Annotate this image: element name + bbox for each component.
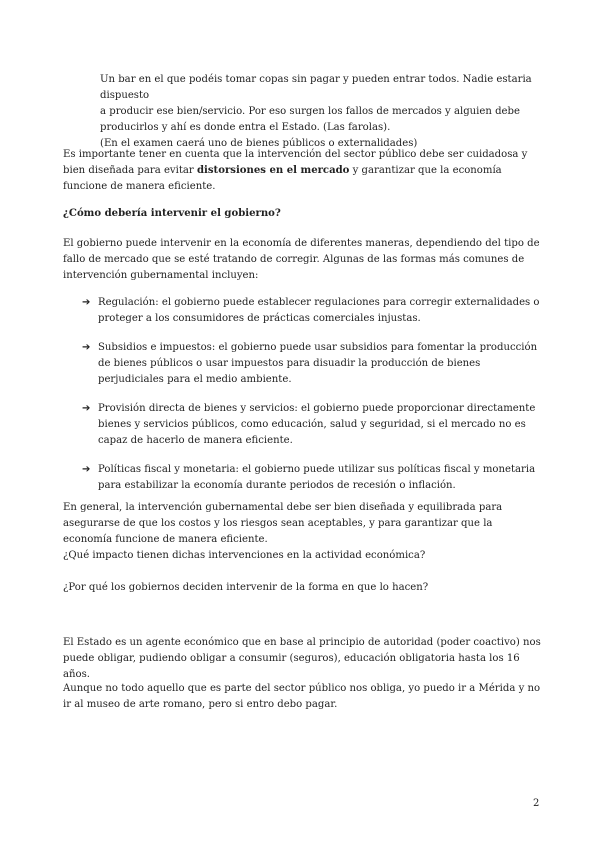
arrow-right-icon: ➔: [82, 403, 91, 414]
paragraph-text: El Estado es un agente económico que en base al principio de autoridad (poder coactivo) nos puede obligar, pudiendo obligar a consumir (seguros), educación obligatoria hasta los 16 años.: [63, 637, 541, 680]
list-item-text: Provisión directa de bienes y servicios: el gobierno puede proporcionar directamente bienes y servicios públicos, como educación, salud y seguridad, si el mercado no es capaz de hacerlo de manera eficiente.: [98, 403, 536, 446]
intro-indented-paragraph: [100, 72, 540, 152]
paragraph-text: En general, la intervención gubernamental debe ser bien diseñada y equilibrada para asegurarse de que los costos y los riesgos sean aceptables, y para garantizar que la economía funcione de manera eficiente.: [63, 502, 503, 545]
question-text: ¿Por qué los gobiernos deciden intervenir de la forma en que lo hacen?: [63, 582, 429, 593]
question-text: ¿Qué impacto tienen dichas intervenciones en la actividad económica?: [63, 550, 426, 561]
list-item: [82, 295, 542, 327]
paragraph-text: Aunque no todo aquello que es parte del sector público nos obliga, yo puedo ir a Mérida y no ir al museo de arte romano, pero si entro debo pagar.: [63, 683, 541, 710]
list-item-text: Políticas fiscal y monetaria: el gobierno puede utilizar sus políticas fiscal y monetaria para estabilizar la economía durante periodos de recesión o inflación.: [98, 464, 536, 491]
arrow-right-icon: ➔: [82, 342, 91, 353]
list-item: [82, 340, 542, 388]
question-paragraph: [63, 580, 543, 596]
list-item: [82, 462, 542, 494]
bold-phrase: distorsiones en el mercado: [196, 165, 350, 176]
intro-line: (En el examen caerá uno de bienes públicos o externalidades): [100, 138, 418, 149]
paragraph-general-conclusion: [63, 500, 543, 564]
paragraph-merida-example: [63, 681, 543, 713]
intro-line: producirlos y ahí es donde entra el Estado. (Las farolas).: [100, 122, 391, 133]
list-item: [82, 401, 542, 449]
intro-line: a producir ese bien/servicio. Por eso surgen los fallos de mercados y alguien debe: [100, 106, 520, 117]
intro-line: Un bar en el que podéis tomar copas sin pagar y pueden entrar todos. Nadie estaria dispuesto: [100, 74, 532, 101]
paragraph-ways-to-intervene: [63, 236, 543, 284]
list-item-text: Regulación: el gobierno puede establecer regulaciones para corregir externalidades o proteger a los consumidores de prácticas comerciales injustas.: [98, 297, 540, 324]
page-number: 2: [533, 798, 540, 809]
paragraph-text: [63, 147, 543, 195]
paragraph-text-part: Es importante tener en cuenta que la intervención del sector público debe ser cuidadosa y bien diseñada para evitar: [63, 149, 528, 176]
paragraph-text-part: y garantizar que la economía funcione de manera eficiente.: [63, 165, 502, 192]
arrow-right-icon: ➔: [82, 297, 91, 308]
paragraph-intervention-care: [63, 147, 543, 195]
intervention-list: [82, 295, 542, 494]
paragraph-state-agent: [63, 635, 543, 683]
section-heading: ¿Cómo debería intervenir el gobierno?: [63, 208, 281, 219]
arrow-right-icon: ➔: [82, 464, 91, 475]
list-item-text: Subsidios e impuestos: el gobierno puede usar subsidios para fomentar la producción de bienes públicos o usar impuestos para disuadir la producción de bienes perjudiciales para el medio ambiente.: [98, 342, 538, 385]
paragraph-text: El gobierno puede intervenir en la economía de diferentes maneras, dependiendo del tipo de fallo de mercado que se esté tratando de corregir. Algunas de las formas más comunes de intervención gubernamental incluyen:: [63, 238, 540, 281]
